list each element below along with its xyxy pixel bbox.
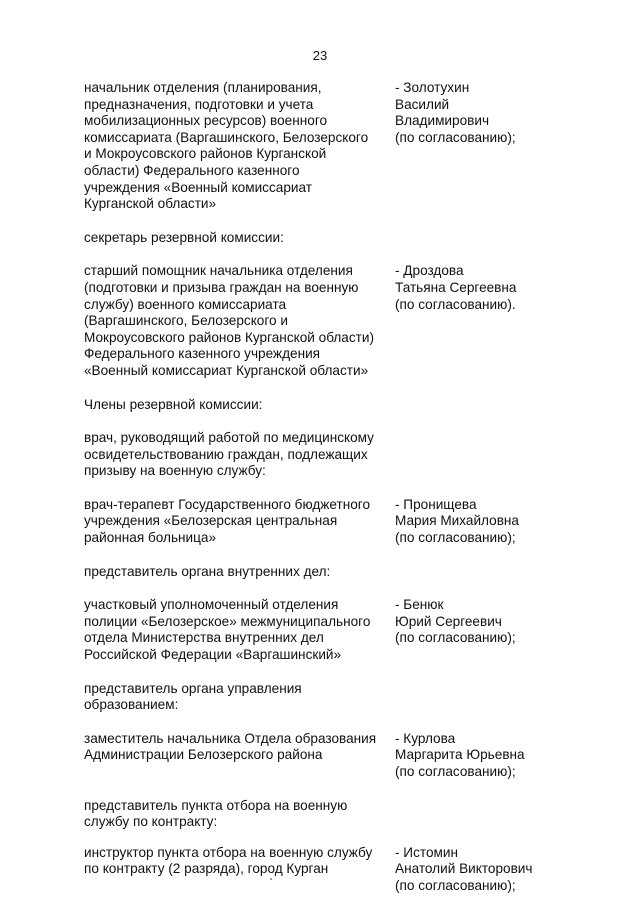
section-heading: Члены резервной комиссии: [84, 396, 263, 412]
section-heading: представитель органа управления образованием: [84, 680, 302, 713]
section-heading: представитель пункта отбора на военную службу по контракту: [84, 797, 348, 830]
member-entry [84, 731, 544, 781]
member-entry [84, 597, 544, 663]
member-entry [84, 845, 544, 895]
member-position: врач-терапевт Государственного бюджетного учреждения «Белозерская центральная районная больница» [84, 496, 371, 546]
member-position: начальник отделения (планирования, предназначения, подготовки и учета мобилизационных ресурсов) военного комиссариата (Варгашинского, Белозерского и Мокроусовского районов Курганской области) Федерального казенного учреждения «Военный комиссариат Курганской области» [84, 80, 369, 212]
member-name: - Пронищева Мария Михайловна (по согласованию); [395, 496, 519, 546]
member-name: - Курлова Маргарита Юрьевна (по согласованию); [395, 730, 525, 779]
scan-speck [270, 878, 272, 880]
section-heading: секретарь резервной комиссии: [84, 229, 284, 245]
member-position: старший помощник начальника отделения (подготовки и призыва граждан на военную службу) военного комиссариата (Варгашинского, Белозерского и Мокроусовского районов Курганской области) Федерального казенного учреждения «Военный комиссариат Курганской области» [84, 263, 375, 378]
commission-list [84, 80, 544, 895]
member-entry [84, 80, 544, 213]
member-position: участковый уполномоченный отделения полиции «Белозерское» межмуниципального отдела Министерства внутренних дел Российской Федерации «Варгашинский» [84, 597, 371, 663]
member-entry [84, 263, 544, 379]
member-position: инструктор пункта отбора на военную службу по контракту (2 разряда), город Курган [84, 844, 373, 877]
member-name: - Истомин Анатолий Викторович (по согласованию); [395, 844, 533, 893]
member-name: - Золотухин Василий Владимирович (по согласованию); [395, 80, 516, 145]
member-position: заместитель начальника Отдела образования Администрации Белозерского района [84, 730, 377, 763]
member-name: - Дроздова Татьяна Сергеевна (по согласованию). [395, 263, 517, 312]
member-entry [84, 497, 544, 547]
section-heading: врач, руководящий работой по медицинскому освидетельствованию граждан, подлежащих призыву на военную службу: [84, 430, 374, 479]
section-heading: представитель органа внутренних дел: [84, 563, 331, 579]
member-name: - Бенюк Юрий Сергеевич (по согласованию); [395, 597, 516, 646]
page-number: 23 [312, 48, 328, 63]
